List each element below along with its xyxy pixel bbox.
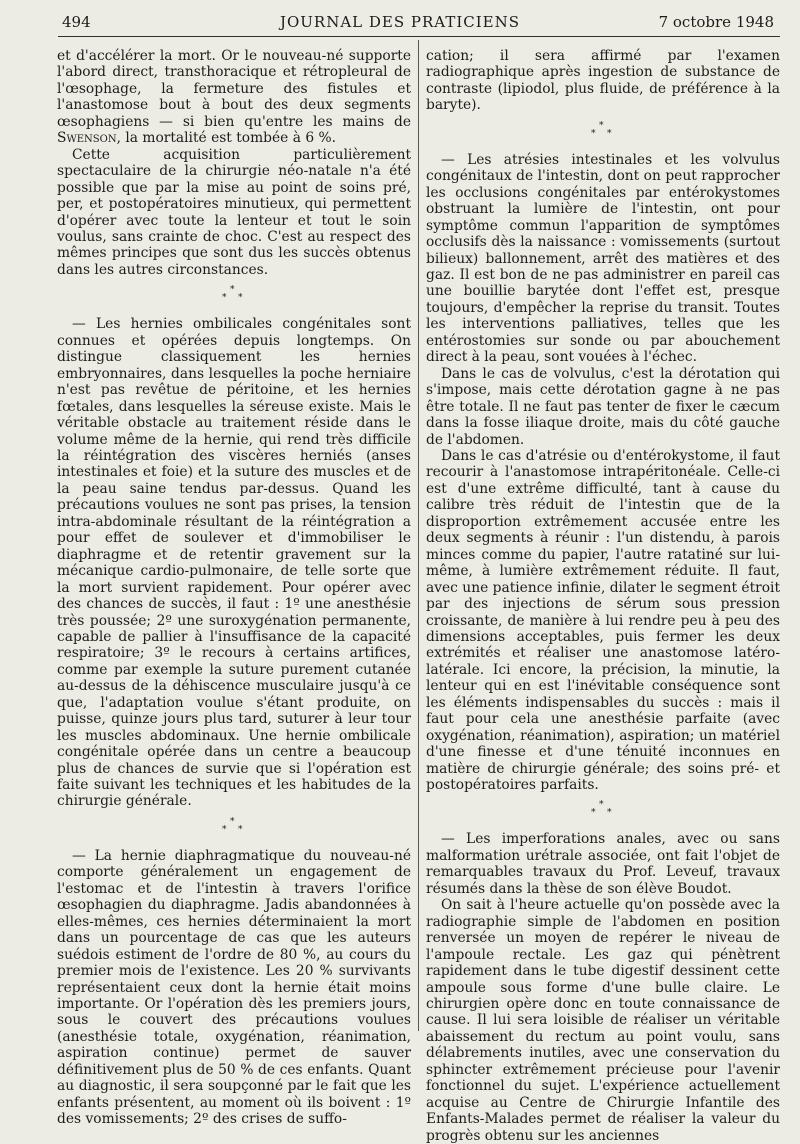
- paragraph: — Les hernies ombilicales congénitales sont connues et opérées depuis longtemps. On distingue classiquement les hernies embryonnaires, dans lesquelles la poche herniaire n'est pas revêtue de péritoine, et les hernies fœtales, dans lesquelles la séreuse existe. Mais le véritable obstacle au traitement réside dans le volume même de la hernie, qui rend très difficile la réintégration des viscères herniés (anses intestinales et foie) et la suture des muscles et de la peau saine tendus par-dessus. Quand les précautions voulues ne sont pas prises, la tension intra-abdominale résultant de la réintégration a pour effet de soulever et d'immobiliser le diaphragme et de retentir gravement sur la mécanique cardio-pulmonaire, de telle sorte que la mort survient rapidement. Pour opérer avec des chances de succès, il faut : 1º une anesthésie très poussée; 2º une suroxygénation permanente, capable de pallier à l'insuffisance de la capacité respiratoire; 3º le recours à certains artifices, comme par exemple la suture purement cutanée au-dessus de la déhiscence musculaire jusqu'à ce que, l'adaptation voulue s'étant produite, on puisse, quinze jours plus tard, suturer à leur tour les muscles abdominaux. Une hernie ombilicale congénitale opérée dans un centre a beaucoup plus de chances de survie que si l'opération est faite suivant les techniques et les habitudes de la chirurgie générale.: [57, 316, 411, 810]
- journal-title: JOURNAL DES PRATICIENS: [279, 13, 521, 31]
- paragraph: — La hernie diaphragmatique du nouveau-né comporte généralement un engagement de l'estomac et de l'intestin à travers l'orifice œsophagien du diaphragme. Jadis abandonnées à elles-mêmes, ces hernies déterminaient la mort dans un pourcentage de cas que les auteurs suédois estiment de l'ordre de 80 %, au cours du premier mois de l'existence. Les 20 % survivants représentaient ceux dont la hernie était moins importante. Or l'opération dès les premiers jours, sous le couvert des précautions voulues (anesthésie totale, oxygénation, réanimation, aspiration continue) permet de sauver définitivement plus de 50 % de ces enfants. Quant au diagnostic, il sera soupçonné par le fait que les enfants présentent, au moment où ils boivent : 1º des vomissements; 2º des crises de suffo-: [57, 847, 411, 1128]
- right-column: [426, 48, 780, 1144]
- paragraph: Dans le cas de volvulus, c'est la dérotation qui s'impose, mais cette dérotation gagne à ne pas être totale. Il ne faut pas tenter de fixer le cæcum dans la fosse iliaque droite, mais du côté gauche de l'abdomen.: [426, 365, 780, 448]
- column-divider: [418, 40, 419, 1031]
- header-rule: [58, 36, 780, 37]
- section-separator: * * *: [591, 800, 612, 819]
- paragraph: cation; il sera affirmé par l'examen radiographique après ingestion de substance de contraste (lipiodol, plus fluide, de préférence à la baryte).: [426, 48, 780, 114]
- paragraph: Dans le cas d'atrésie ou d'entérokystome, il faut recourir à l'anastomose intrapéritonéale. Celle-ci est d'une extrême difficulté, tant à cause du calibre très réduit de l'intestin que de la disproportion extrêmement accusée entre les deux segments à réunir : l'un distendu, à parois minces comme du papier, l'autre ratatiné sur lui-même, à lumière extrêmement réduite. Il faut, avec une patience infinie, dilater le segment étroit par des injections de sérum sous pression croissante, de manière à lui rendre peu à peu des dimensions acceptables, puis fermer les deux extrémités et réaliser une anastomose latéro-latérale. Ici encore, la précision, la minutie, la lenteur qui en est l'inévitable conséquence sont les éléments indispensables du succès : mais il faut pour cela une anesthésie parfaite (avec oxygénation, réanimation), aspiration; un matériel d'une finesse et d'une ténuité inconnues en matière de chirurgie générale; des soins pré- et postopératoires parfaits.: [426, 447, 780, 794]
- left-column: [57, 48, 411, 1128]
- page-header: [0, 0, 800, 40]
- section-separator: * * *: [222, 816, 243, 835]
- paragraph: Cette acquisition particulièrement spectaculaire de la chirurgie néo-natale n'a été possible que par la mise au point de soins pré, per, et postopératoires minutieux, qui permettent d'opérer avec toute la lenteur et tout le soin voulus, sans crainte de choc. C'est au respect des mêmes principes que sont dus les succès obtenus dans les autres circonstances.: [57, 146, 411, 278]
- paragraph: On sait à l'heure actuelle qu'on possède avec la radiographie simple de l'abdomen en position renversée un moyen de repérer le niveau de l'ampoule rectale. Les gaz qui pénètrent rapidement dans le tube digestif dessinent cette ampoule sous forme d'une bulle claire. Le chirurgien opère donc en toute connaissance de cause. Il lui sera loisible de réaliser un véritable abaissement du rectum au point voulu, sans délabrements inutiles, avec une conservation du sphincter extrêmement précieuse pour l'avenir fonctionnel du sujet. L'expérience actuellement acquise au Centre de Chirurgie Infantile des Enfants-Malades permet de réaliser la valeur du progrès obtenu sur les anciennes: [426, 897, 780, 1144]
- page-number: 494: [62, 13, 91, 31]
- section-separator: * * *: [591, 120, 612, 139]
- issue-date: 7 octobre 1948: [658, 13, 774, 31]
- author-name: Swenson: [57, 130, 117, 147]
- paragraph: et d'accélérer la mort. Or le nouveau-né supporte l'abord direct, transthoracique et rétropleural de l'œsophage, la fermeture des fistules et l'anastomose bout à bout des deux segments œsophagiens — si bien qu'entre les mains de Swenson, la mortalité est tombée à 6 %.: [57, 48, 411, 147]
- paragraph: — Les imperforations anales, avec ou sans malformation urétrale associée, ont fait l'objet de remarquables travaux du Prof. Leveuf, travaux résumés dans la thèse de son élève Boudot.: [426, 831, 780, 897]
- section-separator: * * *: [222, 285, 243, 304]
- paragraph: — Les atrésies intestinales et les volvulus congénitaux de l'intestin, dont on peut rapprocher les occlusions congénitales par entérokystomes obstruant la lumière de l'intestin, ont pour symptôme commun l'apparition de symptômes occlusifs dès la naissance : vomissements (surtout bilieux) ballonnement, arrêt des matières et des gaz. Il est bon de ne pas administrer en pareil cas une bouillie barytée dont l'effet est, presque toujours, d'empêcher la reprise du transit. Toutes les interventions palliatives, telles que les entérostomies sur sonde ou par abouchement direct à la peau, sont vouées à l'échec.: [426, 151, 780, 366]
